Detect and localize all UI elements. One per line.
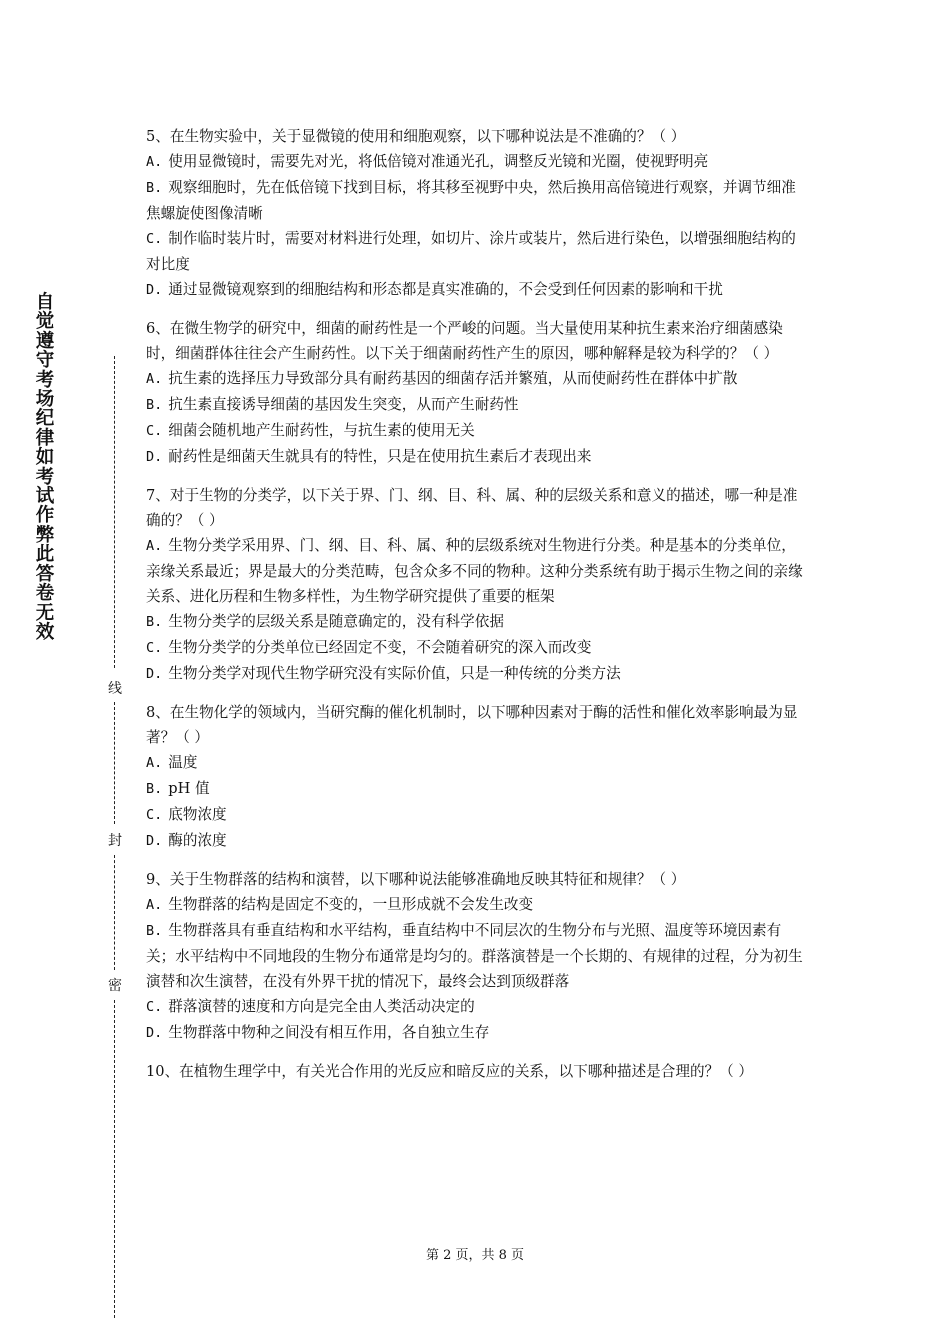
answer-option [146,277,810,303]
question-block [146,124,810,303]
binding-line-segment [114,1000,115,1318]
option-letter: C. [146,999,163,1015]
seal-mark-seal: 封 [108,833,122,849]
option-letter: A. [146,371,163,387]
option-letter: B. [146,397,163,413]
option-text: 生物群落具有垂直结构和水平结构，垂直结构中不同层次的生物分布与光照、温度等环境因素有关；水平结构中不同地段的生物分布通常是均匀的。群落演替是一个长期的、有规律的过程，分为初生演替和次生演替，在没有外界干扰的情况下，最终会达到顶级群落 [146,922,803,990]
option-letter: B. [146,781,163,797]
option-text: 抗生素的选择压力导致部分具有耐药基因的细菌存活并繁殖，从而使耐药性在群体中扩散 [168,370,738,387]
option-text: pH 值 [168,780,210,797]
question-block [146,1059,810,1084]
question-stem: 10、在植物生理学中，有关光合作用的光反应和暗反应的关系，以下哪种描述是合理的？（ ） [146,1063,753,1080]
answer-option [146,828,810,854]
option-text: 使用显微镜时，需要先对光，将低倍镜对准通光孔，调整反光镜和光圈，使视野明亮 [168,153,709,170]
option-letter: B. [146,614,163,630]
option-letter: B. [146,180,163,196]
option-letter: B. [146,923,163,939]
option-text: 通过显微镜观察到的细胞结构和形态都是真实准确的，不会受到任何因素的影响和干扰 [168,281,723,298]
option-text: 生物分类学对现代生物学研究没有实际价值，只是一种传统的分类方法 [168,665,621,682]
binding-margin [0,0,130,1344]
answer-option [146,418,810,444]
option-letter: C. [146,231,163,247]
answer-option [146,892,810,918]
option-text: 耐药性是细菌天生就具有的特性，只是在使用抗生素后才表现出来 [168,448,592,465]
option-letter: C. [146,807,163,823]
answer-option [146,533,810,609]
option-letter: D. [146,282,163,298]
seal-mark-secret: 密 [108,978,122,994]
question-block [146,316,810,470]
question-stem: 8、在生物化学的领域内，当研究酶的催化机制时，以下哪种因素对于酶的活性和催化效率影响最为显著？（ ） [146,704,798,746]
answer-option [146,918,810,994]
exam-discipline-notice: 自 觉 遵 守 考 场 纪 律 如 考 试 作 弊 此 答 卷 无 效 [35,292,55,643]
answer-option [146,149,810,175]
option-letter: D. [146,666,163,682]
option-letter: A. [146,897,163,913]
binding-line-segment [114,702,115,824]
answer-option [146,366,810,392]
option-letter: D. [146,1025,163,1041]
answer-option [146,661,810,687]
question-list [146,124,810,1097]
answer-option [146,226,810,277]
answer-option [146,392,810,418]
page-footer: 第 2 页，共 8 页 [425,1248,525,1263]
question-block [146,700,810,854]
binding-line-segment [114,855,115,970]
answer-option [146,175,810,226]
answer-option [146,802,810,828]
option-text: 底物浓度 [168,806,227,823]
answer-option [146,1020,810,1046]
option-text: 生物分类学的层级关系是随意确定的，没有科学依据 [168,613,504,630]
option-letter: D. [146,833,163,849]
answer-option [146,609,810,635]
option-letter: A. [146,538,163,554]
question-stem: 7、对于生物的分类学，以下关于界、门、纲、目、科、属、种的层级关系和意义的描述，哪一种是准确的？（ ） [146,487,798,529]
option-text: 生物群落中物种之间没有相互作用，各自独立生存 [168,1024,490,1041]
question-block [146,867,810,1046]
option-letter: C. [146,640,163,656]
option-letter: A. [146,755,163,771]
binding-line-segment [114,356,115,668]
question-stem: 9、关于生物群落的结构和演替，以下哪种说法能够准确地反映其特征和规律？（ ） [146,871,686,888]
question-stem: 5、在生物实验中，关于显微镜的使用和细胞观察，以下哪种说法是不准确的？（ ） [146,128,686,145]
option-text: 酶的浓度 [168,832,227,849]
option-text: 温度 [168,754,198,771]
option-text: 细菌会随机地产生耐药性，与抗生素的使用无关 [168,422,475,439]
seal-mark-line: 线 [108,681,122,697]
question-stem: 6、在微生物学的研究中，细菌的耐药性是一个严峻的问题。当大量使用某种抗生素来治疗细菌感染时，细菌群体往往会产生耐药性。以下关于细菌耐药性产生的原因，哪种解释是较为科学的？（ ） [146,320,783,362]
option-letter: C. [146,423,163,439]
option-text: 群落演替的速度和方向是完全由人类活动决定的 [168,998,475,1015]
answer-option [146,994,810,1020]
option-text: 制作临时装片时，需要对材料进行处理，如切片、涂片或装片，然后进行染色，以增强细胞结构的对比度 [146,230,796,273]
option-text: 生物群落的结构是固定不变的，一旦形成就不会发生改变 [168,896,534,913]
answer-option [146,750,810,776]
question-block [146,483,810,687]
option-text: 生物分类学采用界、门、纲、目、科、属、种的层级系统对生物进行分类。种是基本的分类单位，亲缘关系最近；界是最大的分类范畴，包含众多不同的物种。这种分类系统有助于揭示生物之间的亲缘关系、进化历程和生物多样性，为生物学研究提供了重要的框架 [146,537,803,605]
option-letter: D. [146,449,163,465]
answer-option [146,444,810,470]
answer-option [146,776,810,802]
option-text: 抗生素直接诱导细菌的基因发生突变，从而产生耐药性 [168,396,519,413]
option-text: 观察细胞时，先在低倍镜下找到目标，将其移至视野中央，然后换用高倍镜进行观察，并调节细准焦螺旋使图像清晰 [146,179,796,222]
option-text: 生物分类学的分类单位已经固定不变，不会随着研究的深入而改变 [168,639,592,656]
option-letter: A. [146,154,163,170]
answer-option [146,635,810,661]
